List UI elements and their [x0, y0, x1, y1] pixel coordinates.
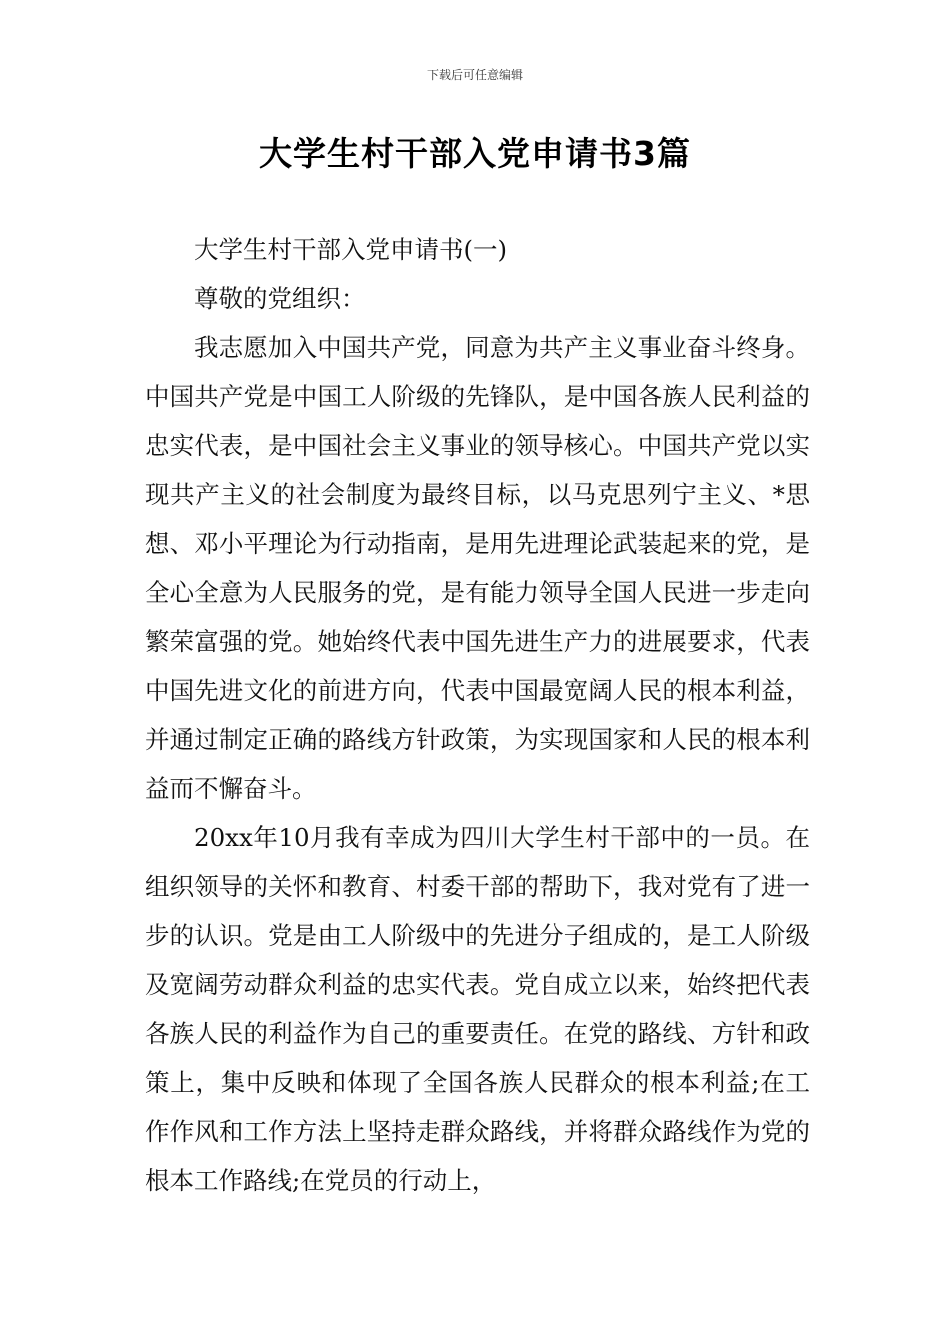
document-body	[145, 225, 810, 1205]
section-heading: 大学生村干部入党申请书(一)	[194, 235, 508, 264]
document-title: 大学生村干部入党申请书3篇	[259, 134, 691, 173]
paragraph-2: 20xx年10月我有幸成为四川大学生村干部中的一员。在组织领导的关怀和教育、村委干部的帮助下，我对党有了进一步的认识。党是由工人阶级中的先进分子组成的，是工人阶级及宽阔劳动群众利益的忠实代表。党自成立以来，始终把代表各族人民的利益作为自己的重要责任。在党的路线、方针和政策上，集中反映和体现了全国各族人民群众的根本利益;在工作作风和工作方法上坚持走群众路线，并将群众路线作为党的根本工作路线;在党员的行动上，	[145, 823, 810, 1195]
header-note: 下载后可任意编辑	[426, 68, 523, 82]
paragraph-1: 我志愿加入中国共产党，同意为共产主义事业奋斗终身。中国共产党是中国工人阶级的先锋队，是中国各族人民利益的忠实代表，是中国社会主义事业的领导核心。中国共产党以实现共产主义的社会制度为最终目标，以马克思列宁主义、*思想、邓小平理论为行动指南，是用先进理论武装起来的党，是全心全意为人民服务的党，是有能力领导全国人民进一步走向繁荣富强的党。她始终代表中国先进生产力的进展要求，代表中国先进文化的前进方向，代表中国最宽阔人民的根本利益，并通过制定正确的路线方针政策，为实现国家和人民的根本利益而不懈奋斗。	[145, 333, 810, 803]
salutation: 尊敬的党组织：	[194, 284, 366, 313]
